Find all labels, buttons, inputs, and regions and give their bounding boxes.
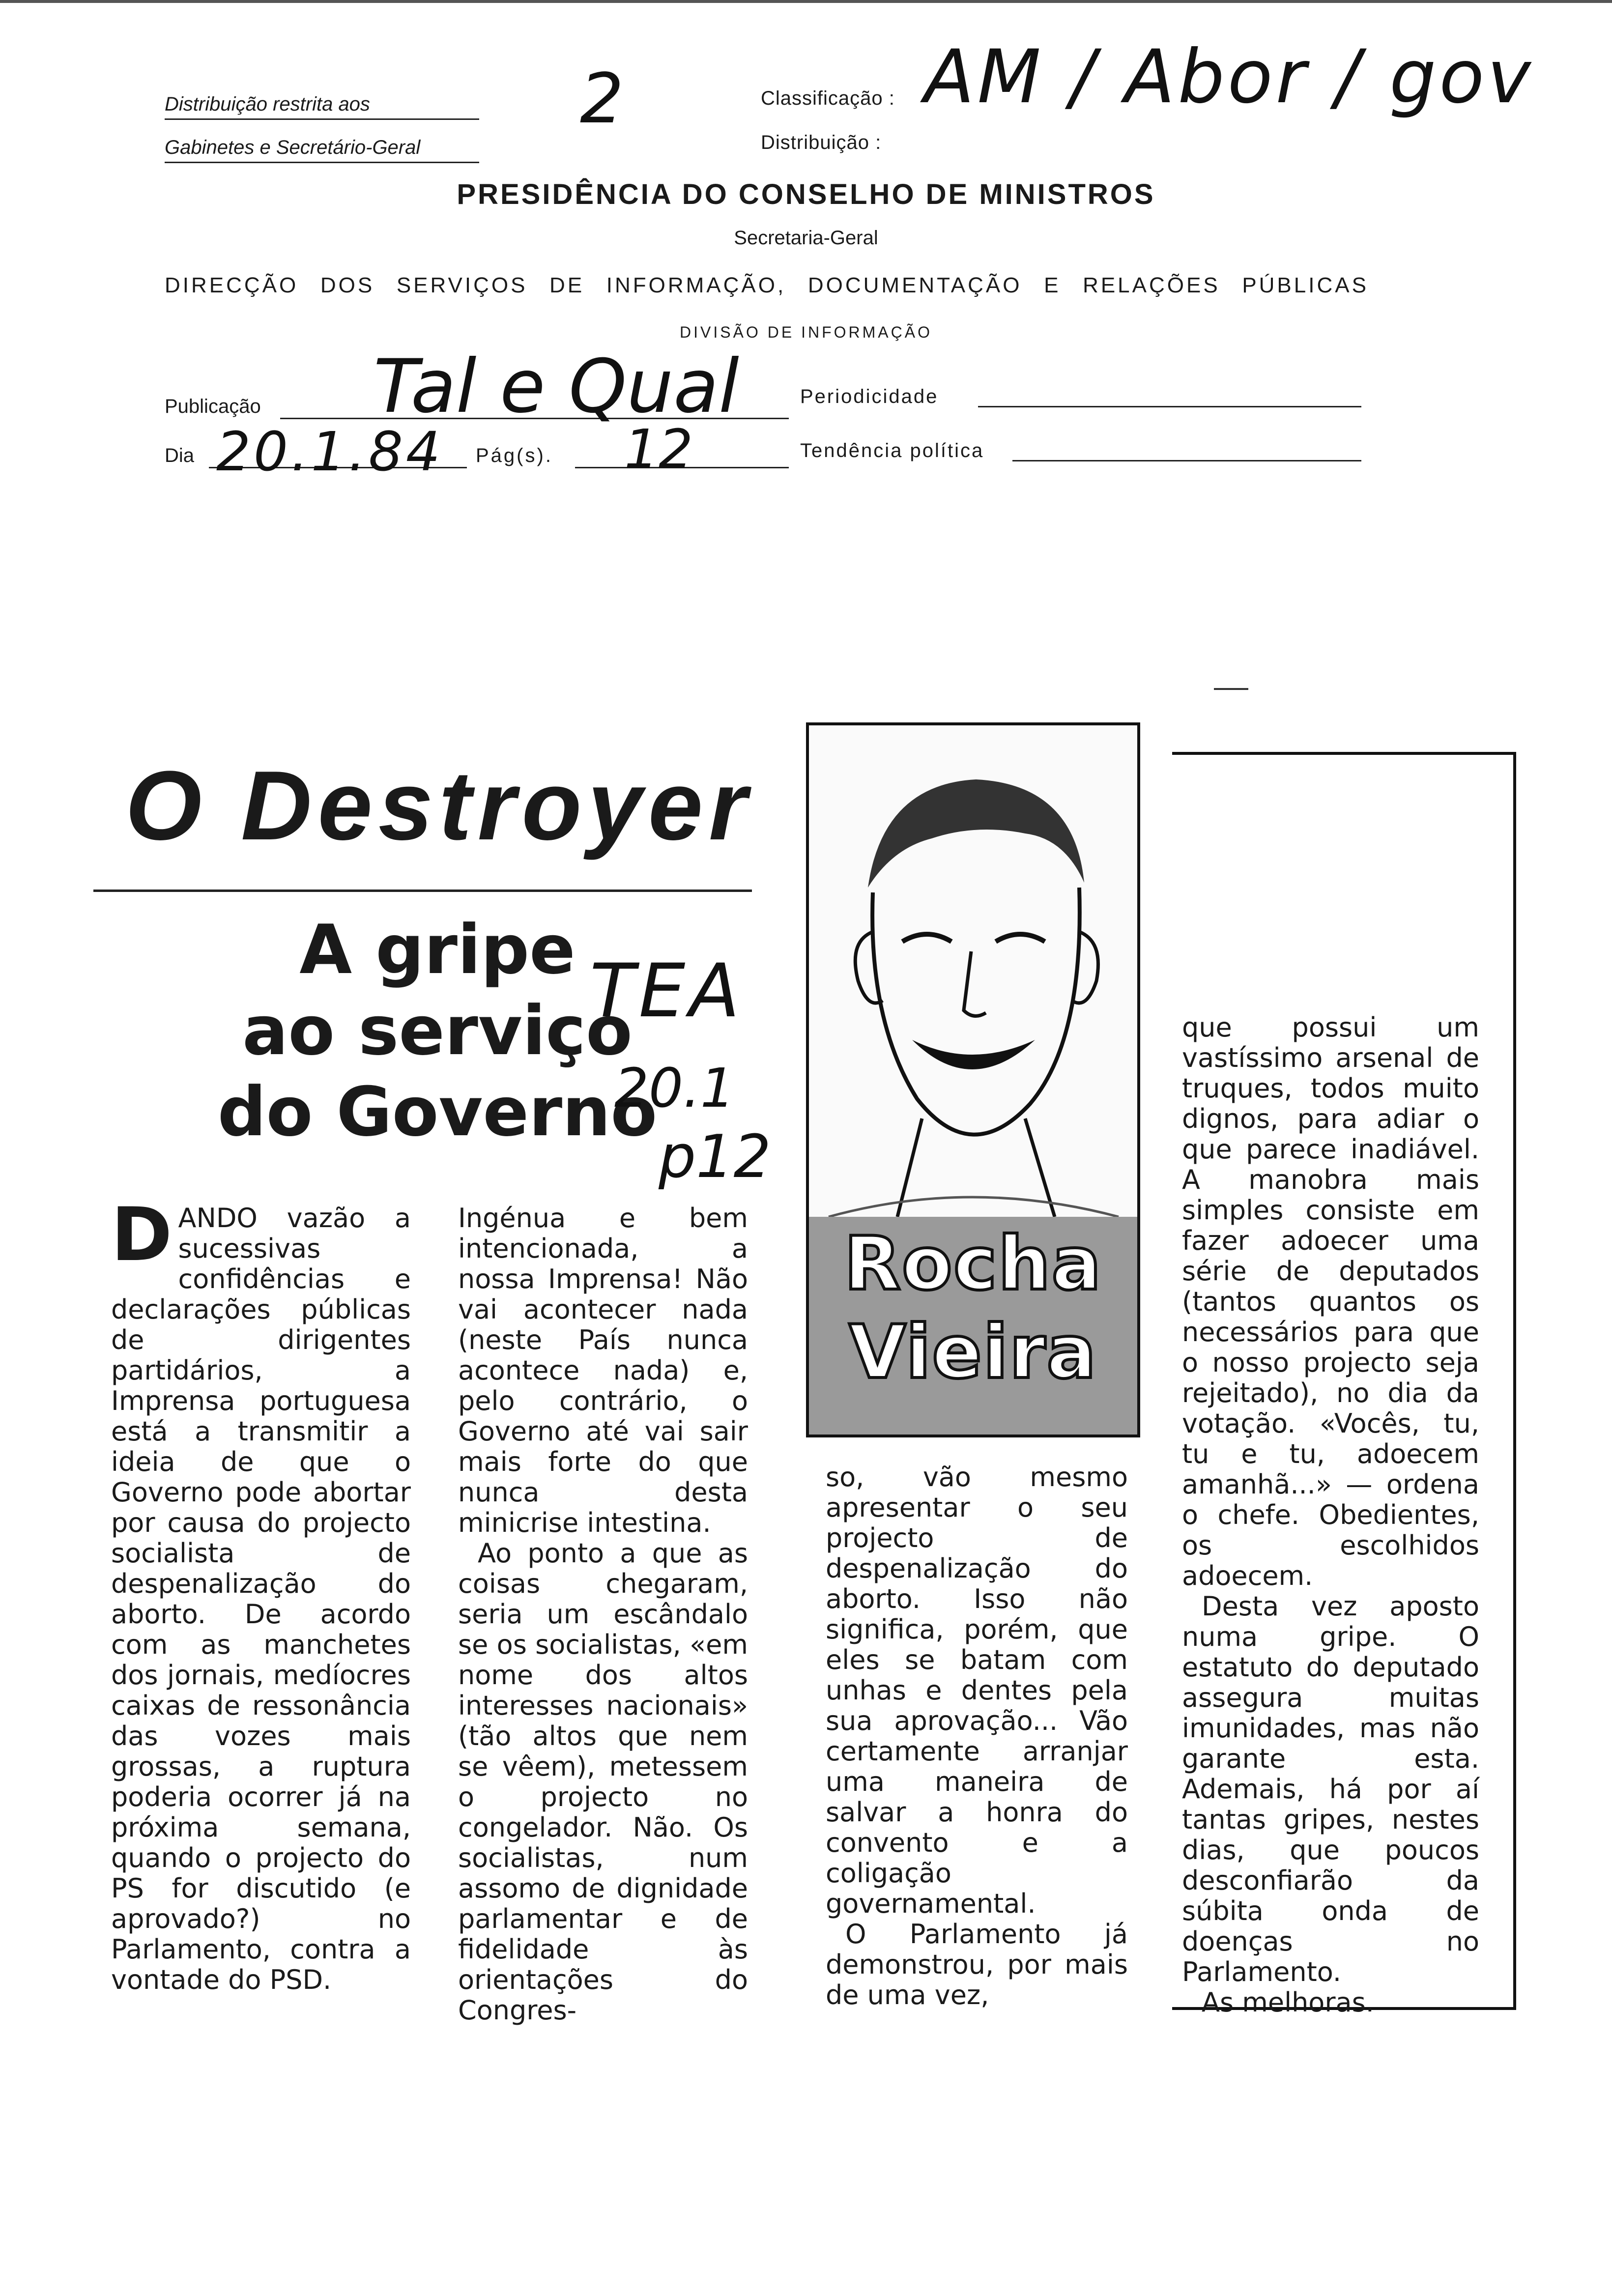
column-text: Ao ponto a que as coisas chegaram, seria um escândalo se os socialistas, «em nome dos altos interesses nacionais» (tão altos que nem se vêem), metessem o projecto no congelador. Não. Os socialistas, num assomo de dignidade parlamentar e de fidelidade às orientações do Congres- bbox=[458, 1538, 748, 2026]
day-handwritten: 20.1.84 bbox=[216, 420, 443, 483]
annotation-tea: TEA bbox=[590, 948, 744, 1034]
annotation-date: 20.1 bbox=[614, 1057, 735, 1119]
secretariat-title: Secretaria-Geral bbox=[734, 227, 878, 249]
columnist-last-name: Vieira bbox=[849, 1310, 1097, 1395]
political-tendency-line bbox=[1012, 460, 1361, 461]
column-text: O Parlamento já demonstrou, por mais de uma vez, bbox=[826, 1919, 1128, 2010]
political-tendency-label: Tendência política bbox=[800, 440, 984, 461]
article-column-2 bbox=[458, 1203, 748, 2026]
column-text: Ingénua e bem intencionada, a nossa Imprensa! Não vai acontecer nada (neste País nunca acontece nada) e, pelo contrário, o Governo até vai sair mais forte do que nunca desta minicrise intestina. bbox=[458, 1203, 748, 1538]
directorate-word: DE bbox=[549, 273, 585, 297]
directorate-word: SERVIÇOS bbox=[396, 273, 528, 297]
division-title: DIVISÃO DE INFORMAÇÃO bbox=[680, 323, 932, 341]
annotation-page: p12 bbox=[659, 1123, 771, 1191]
column-text: As melhoras. bbox=[1202, 1987, 1374, 2018]
distribution-note-line1: Distribuição restrita aos bbox=[165, 93, 479, 120]
institution-title: PRESIDÊNCIA DO CONSELHO DE MINISTROS bbox=[457, 178, 1155, 210]
classification-label: Classificação : bbox=[761, 87, 895, 109]
kicker-rule bbox=[93, 890, 752, 892]
article-column-4 bbox=[1182, 1012, 1479, 2018]
distribution-label: Distribuição : bbox=[761, 132, 882, 153]
periodicity-label: Periodicidade bbox=[800, 386, 939, 407]
pages-handwritten: 12 bbox=[624, 418, 693, 481]
column-text: ANDO vazão a sucessivas confidências e declarações públicas de dirigentes partidários, a Imprensa portuguesa está a transmitir a ideia de que o Governo pode abortar por causa do projecto socialista de despenalização do aborto. De acordo com as manchetes dos jornais, medíocres caixas de ressonância das vozes mais grossas, a ruptura poderia ocorrer já na próxima semana, quando o projecto do PS for discutido (e aprovado?) no Parlamento, contra a vontade do PSD. bbox=[111, 1203, 411, 1995]
decorative-dash bbox=[1214, 688, 1248, 690]
article-kicker: O Destroyer bbox=[125, 751, 753, 861]
column-text: que possui um vastíssimo arsenal de truques, todos muito dignos, para adiar o que parece inadiável. A manobra mais simples consiste em fazer adoecer uma série de deputados (tantos quantos os necessários para que o nosso projecto seja rejeitado), no dia da votação. «Vocês, tu, tu e tu, adoecem amanhã...» — ordena o chefe. Obedientes, os escolhidos adoecem. bbox=[1182, 1012, 1479, 1591]
periodicity-line bbox=[978, 406, 1361, 407]
publication-label: Publicação bbox=[165, 396, 261, 417]
columnist-name bbox=[806, 1216, 1140, 1413]
directorate-word: E bbox=[1044, 273, 1061, 297]
directorate-word: RELAÇÕES bbox=[1083, 273, 1220, 297]
publication-handwritten: Tal e Qual bbox=[374, 344, 739, 430]
scan-top-edge bbox=[0, 0, 1612, 3]
directorate-word: DIRECÇÃO bbox=[165, 273, 299, 297]
columnist-first-name: Rocha bbox=[844, 1221, 1102, 1307]
directorate-title bbox=[165, 273, 1369, 298]
drop-cap: D bbox=[111, 1192, 173, 1278]
article-column-1 bbox=[111, 1192, 411, 1995]
headline-line: do Governo bbox=[217, 1072, 658, 1151]
directorate-word: PÚBLICAS bbox=[1242, 273, 1369, 297]
distribution-note-line2: Gabinetes e Secretário-Geral bbox=[165, 137, 479, 163]
classification-handwritten: AM / Abor / gov bbox=[924, 34, 1534, 120]
directorate-word: DOS bbox=[320, 273, 375, 297]
pages-label: Pág(s). bbox=[476, 445, 553, 466]
handwritten-number: 2 bbox=[580, 59, 624, 139]
day-label: Dia bbox=[165, 445, 195, 466]
directorate-word: DOCUMENTAÇÃO bbox=[807, 273, 1022, 297]
headline-line: A gripe bbox=[299, 910, 576, 989]
column-text: Desta vez aposto numa gripe. O estatuto do deputado assegura muitas imunidades, mas não garante esta. Ademais, há por aí tantas gripes, nestes dias, que poucos desconfiarão da súbita onda de doenças no Parlamento. bbox=[1182, 1591, 1479, 1987]
headline-line: ao serviço bbox=[242, 991, 633, 1070]
directorate-word: INFORMAÇÃO, bbox=[606, 273, 786, 297]
article-column-3 bbox=[826, 1462, 1128, 2010]
column-text: so, vão mesmo apresentar o seu projecto de despenalização do aborto. Isso não significa, porém, que eles se batam com unhas e dentes pela sua aprovação... Vão certamente arranjar uma maneira de salvar a honra do convento e a coligação governamental. bbox=[826, 1462, 1128, 1919]
